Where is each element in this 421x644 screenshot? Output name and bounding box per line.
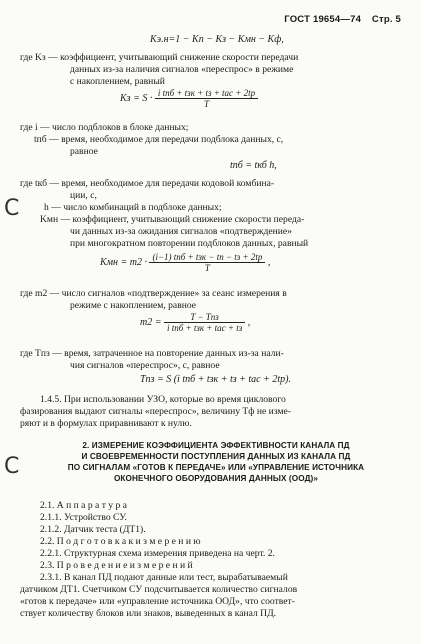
text-line: данных из-за наличия сигналов «переспрос» в режиме <box>70 64 294 75</box>
text-line: при многократном повторении подблоков данных, равный <box>70 238 309 249</box>
text-line: 2.1.2. Датчик теста (ДТ1). <box>40 524 146 535</box>
text-line: tпб — время, необходимое для передачи подблока данных, с, <box>34 134 284 145</box>
numerator: (i−1) tпб + tзк − tп − tз + 2tр <box>149 252 265 263</box>
formula-lhs: Kмн = m2 · <box>100 256 147 268</box>
margin-mark: C <box>4 454 20 479</box>
text-line: режиме с накоплением, равное <box>70 300 197 311</box>
numerator: T − Tпз <box>164 312 245 323</box>
margin-mark: C <box>4 196 20 221</box>
page-header <box>276 14 401 25</box>
text-line: ствует количеству блоков или знаков, выведенных в канал ПД. <box>20 608 277 619</box>
text-line: где i — число подблоков в блоке данных; <box>20 122 189 133</box>
section-heading <box>36 440 396 484</box>
formula-kmn <box>100 252 270 273</box>
heading-line: ПО СИГНАЛАМ «ГОТОВ К ПЕРЕДАЧЕ» ИЛИ «УПРАВЛЕНИЕ ИСТОЧНИКА <box>67 463 365 472</box>
fraction <box>149 252 265 273</box>
text-line: Kмн — коэффициент, учитывающий снижение скорости переда- <box>40 214 305 225</box>
text-line: датчиком ДТ1. Счетчиком СУ подсчитывается количество сигналов <box>20 584 298 595</box>
text-line: фазирования выдают сигналы «переспрос», величину Tф не изме- <box>20 406 291 417</box>
formula-kef: Kэ.н=1 − Kп − Kз − Kмн − Kф, <box>150 34 284 45</box>
text-line: где Tпз — время, затраченное на повторение данных из-за нали- <box>20 348 284 359</box>
fraction <box>164 312 245 333</box>
text-line: ции, с, <box>70 190 97 201</box>
text-line: чи данных из-за ожидания сигналов «подтверждение» <box>70 226 292 237</box>
heading-line: И СВОЕВРЕМЕННОСТИ ПОСТУПЛЕНИЯ ДАННЫХ ИЗ КАНАЛА ПД <box>81 452 351 461</box>
heading-line: 2. ИЗМЕРЕНИЕ КОЭФФИЦИЕНТА ЭФФЕКТИВНОСТИ КАНАЛА ПД <box>82 441 350 450</box>
text-line: где tкб — время, необходимое для передачи кодовой комбина- <box>20 178 275 189</box>
text-line: ряют и в формулах приравнивают к нулю. <box>20 418 192 429</box>
text-line: «готов к передаче» или «управление источника ООД», что соответ- <box>20 596 295 607</box>
formula-tpb: tпб = tкб h, <box>230 160 277 171</box>
text-line: где m2 — число сигналов «подтверждение» за сеанс измерения в <box>20 288 287 299</box>
text-line: равное <box>70 146 98 157</box>
numerator: i tпб + tзк + tз + tас + 2tр <box>155 88 258 99</box>
text-line: где Kз — коэффициент, учитывающий снижение скорости передачи <box>20 52 299 63</box>
denominator: T <box>203 99 209 109</box>
denominator: i tпб + tзк + tас + tз <box>166 323 243 333</box>
text-line: 2.2. П о д г о т о в к а к и з м е р е н и ю <box>40 536 201 547</box>
text-line: 2.3.1. В канал ПД подают данные или тест, вырабатываемый <box>40 572 288 583</box>
formula-kz <box>120 88 258 109</box>
denominator: T <box>204 263 210 273</box>
text-line: 2.1. А п п а р а т у р а <box>40 500 127 511</box>
text-line: 2.3. П р о в е д е н и е и з м е р е н и й <box>40 560 193 571</box>
fraction <box>155 88 258 109</box>
text-line: чия сигналов «переспрос», с, равное <box>70 360 220 371</box>
formula-tail: , <box>247 316 251 328</box>
formula-lhs: Kз = S · <box>120 92 153 104</box>
formula-tpz: Tпз = S (i tпб + tзк + tз + tас + 2tр). <box>140 374 291 385</box>
gost-number: ГОСТ 19654—74 <box>284 14 362 25</box>
formula-lhs: m2 = <box>140 316 162 328</box>
text-line: 2.1.1. Устройство СУ. <box>40 512 127 523</box>
page-number: Стр. 5 <box>371 14 401 25</box>
text-line: h — число комбинаций в подблоке данных; <box>44 202 222 213</box>
text-line: с накоплением, равный <box>70 76 165 87</box>
text-line: 2.2.1. Структурная схема измерения приведена на черт. 2. <box>40 548 275 559</box>
formula-tail: , <box>267 256 271 268</box>
formula-m2 <box>140 312 250 333</box>
heading-line: ОКОНЕЧНОГО ОБОРУДОВАНИЯ ДАННЫХ (ООД)» <box>113 474 319 483</box>
text-line: 1.4.5. При использовании УЗО, которые во время циклового <box>40 394 286 405</box>
